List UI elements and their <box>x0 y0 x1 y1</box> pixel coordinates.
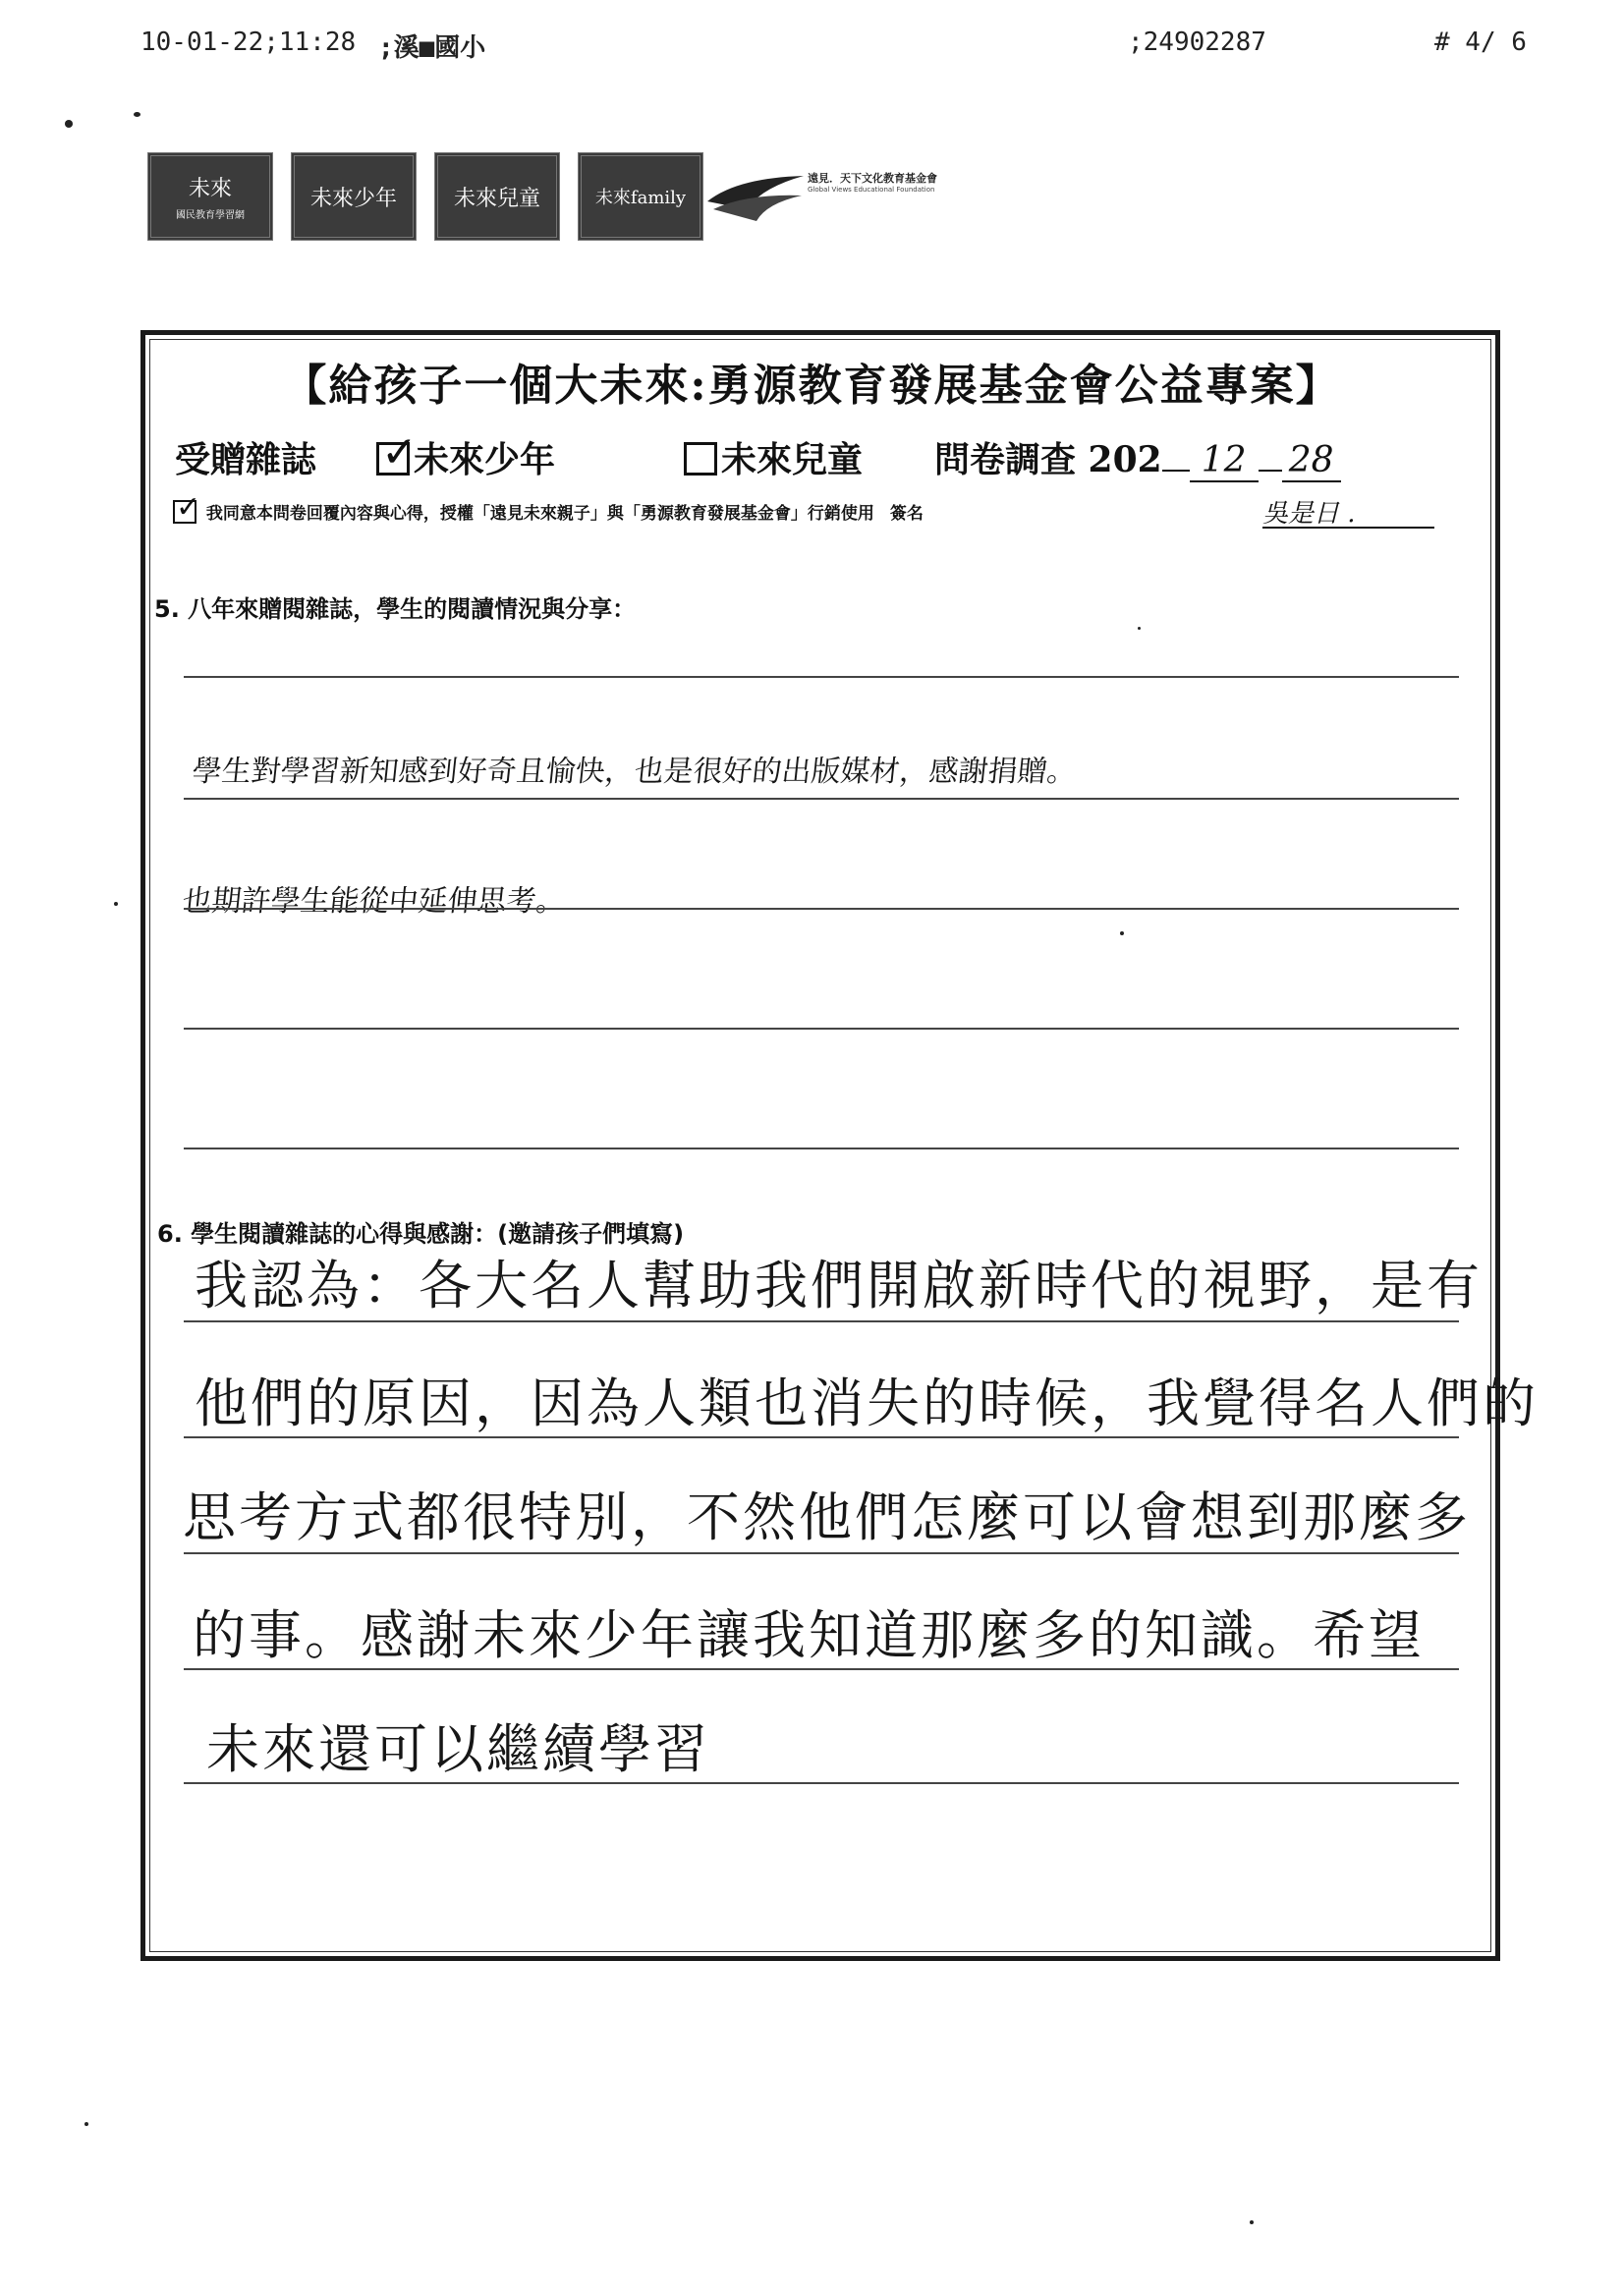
magazine-logos <box>147 152 1032 251</box>
fax-page-count: # 4/ 6 <box>1434 28 1527 57</box>
answer-rule <box>184 1668 1459 1670</box>
option-future-youth[interactable] <box>376 432 555 482</box>
answer-5-line: 也期許學生能從中延伸思考。 <box>180 884 568 919</box>
checkbox-checked-icon[interactable] <box>376 442 410 476</box>
fax-timestamp: 10-01-22;11:28 <box>140 28 357 57</box>
fax-header <box>0 28 1624 67</box>
question-5-label: 5. 八年來贈閱雜誌，學生的閱讀情況與分享： <box>154 595 637 623</box>
answer-rule <box>184 798 1459 800</box>
answer-rule <box>184 1782 1459 1784</box>
survey-day: 28 <box>1282 440 1341 482</box>
answer-rule <box>184 908 1459 910</box>
logo-badge-label: 未來 <box>188 177 232 201</box>
logo-badge <box>434 152 560 241</box>
consent-text: 我同意本問卷回覆內容與心得，授權「遠見未來親子」與「勇源教育發展基金會」行銷使用 <box>205 504 874 524</box>
fax-number: ;24902287 <box>1128 28 1266 57</box>
scan-speck <box>1250 2220 1254 2224</box>
survey-month: 12 <box>1190 440 1259 482</box>
answer-6-line: 未來還可以繼續學習 <box>206 1718 710 1780</box>
answer-6-line: 思考方式都很特別，不然他們怎麼可以會想到那麼多 <box>183 1486 1471 1548</box>
logo-badge-label: 未來兒童 <box>453 186 540 211</box>
answer-6-line: 我認為：各大名人幫助我們開啟新時代的視野，是有 <box>195 1255 1483 1316</box>
answer-rule <box>184 1320 1459 1322</box>
answer-rule <box>184 1028 1459 1030</box>
gift-label: 受贈雜誌 <box>175 439 317 480</box>
foundation-subtitle: Global Views Educational Foundation <box>808 186 935 194</box>
answer-rule <box>184 1436 1459 1438</box>
consent-checkbox-icon[interactable] <box>173 500 196 524</box>
logo-badge <box>147 152 273 241</box>
survey-label: 問卷調查 202 <box>934 439 1162 480</box>
scan-speck <box>84 2122 88 2126</box>
answer-rule <box>184 1148 1459 1149</box>
option-label: 未來兒童 <box>721 439 864 480</box>
survey-date <box>934 432 1341 482</box>
answer-6-line: 他們的原因，因為人類也消失的時候，我覺得名人們的 <box>195 1372 1539 1434</box>
scan-speck <box>134 112 140 117</box>
scan-speck <box>65 120 73 128</box>
answer-6-line: 的事。感謝未來少年讓我知道那麼多的知識。希望 <box>193 1604 1425 1666</box>
answer-rule <box>184 676 1459 678</box>
answer-rule <box>184 1552 1459 1554</box>
fax-sender: ;溪■國小 <box>378 33 486 63</box>
option-label: 未來少年 <box>414 439 556 480</box>
option-future-kids[interactable] <box>684 432 863 482</box>
signature: 吳是日 . <box>1262 499 1356 529</box>
page-title: 【給孩子一個大未來:勇源教育發展基金會公益專案】 <box>283 361 1341 411</box>
logo-badge <box>291 152 417 241</box>
logo-badge-label: 未來family <box>594 188 687 208</box>
logo-badge-label: 未來少年 <box>309 186 397 211</box>
question-6-label: 6. 學生閱讀雜誌的心得與感謝：(邀請孩子們填寫) <box>157 1220 685 1248</box>
checkbox-empty-icon[interactable] <box>684 442 717 476</box>
scan-speck <box>114 902 118 906</box>
consent-row <box>173 499 924 524</box>
foundation-name: 遠見．天下文化教育基金會 <box>808 172 937 185</box>
swoosh-logo-icon <box>707 170 806 229</box>
logo-badge-sub: 國民教育學習網 <box>176 210 245 221</box>
answer-5-line: 學生對學習新知感到好奇且愉快，也是很好的出版媒材，感謝捐贈。 <box>190 755 1079 789</box>
sign-label: 簽名 <box>889 504 924 524</box>
logo-badge <box>578 152 703 241</box>
